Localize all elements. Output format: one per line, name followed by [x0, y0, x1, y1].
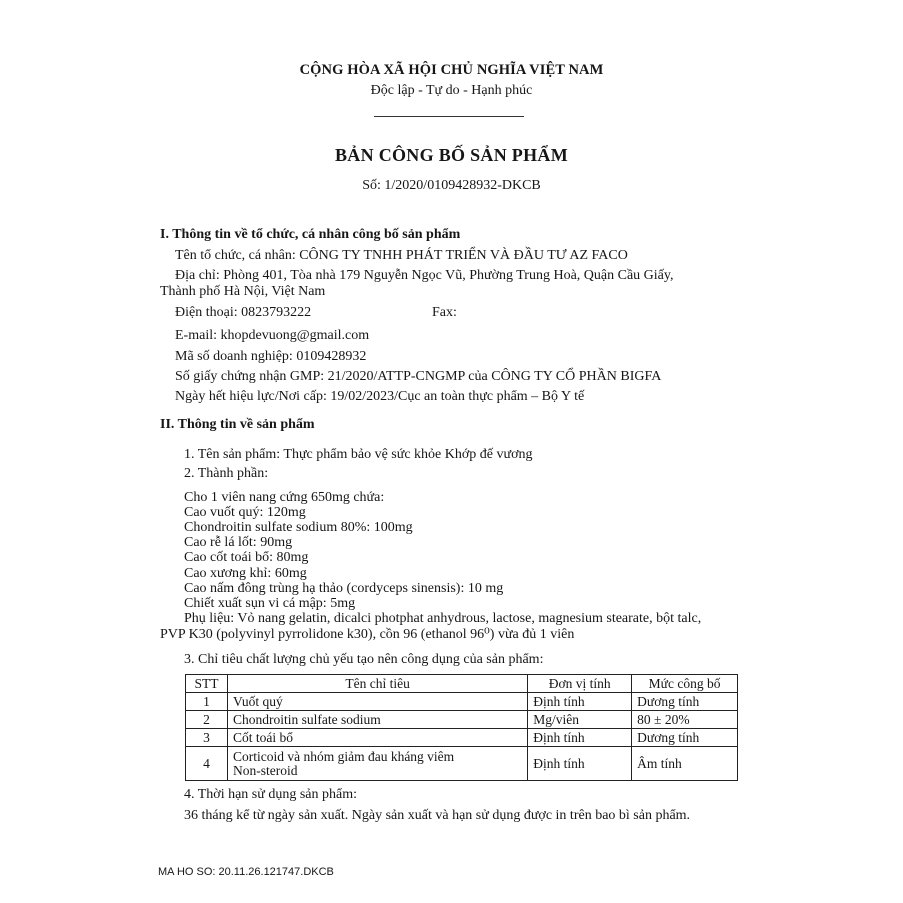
ingredient-line: Phụ liệu: Vỏ nang gelatin, dicalci photphat anhydrous, lactose, magnesium stearate, bột talc, [184, 611, 702, 626]
document-number: Số: 1/2020/0109428932-DKCB [362, 178, 541, 193]
national-title: CỘNG HÒA XÃ HỘI CHỦ NGHĨA VIỆT NAM [299, 62, 604, 78]
table-cell: Chondroitin sulfate sodium [227, 711, 527, 729]
table-row [186, 747, 738, 781]
address-line-2: Thành phố Hà Nội, Việt Nam [160, 284, 326, 299]
organization-name: Tên tổ chức, cá nhân: CÔNG TY TNHH PHÁT TRIỂN VÀ ĐẦU TƯ AZ FACO [175, 248, 628, 263]
section-1-heading: I. Thông tin về tổ chức, cá nhân công bố sản phẩm [160, 227, 461, 242]
table-cell: 1 [186, 693, 228, 711]
fax: Fax: [432, 305, 457, 320]
ingredient-line: Cho 1 viên nang cứng 650mg chứa: [184, 490, 385, 505]
ingredient-line: Chondroitin sulfate sodium 80%: 100mg [184, 520, 413, 535]
table-cell: 80 ± 20% [632, 711, 738, 729]
table-cell: Dương tính [632, 729, 738, 747]
gmp-certificate: Số giấy chứng nhận GMP: 21/2020/ATTP-CNGMP của CÔNG TY CỔ PHẦN BIGFA [175, 369, 662, 384]
column-header: Tên chỉ tiêu [227, 675, 527, 693]
quality-label: 3. Chỉ tiêu chất lượng chủ yếu tạo nên công dụng của sản phẩm: [184, 652, 544, 667]
ingredient-line: Chiết xuất sụn vi cá mập: 5mg [184, 596, 356, 611]
header-divider [374, 116, 524, 117]
dossier-code: MA HO SO: 20.11.26.121747.DKCB [158, 866, 334, 878]
table-row [186, 693, 738, 711]
column-header: Đơn vị tính [528, 675, 632, 693]
tax-code: Mã số doanh nghiệp: 0109428932 [175, 349, 367, 364]
composition-label: 2. Thành phần: [184, 466, 269, 481]
ingredient-line: Cao xương khỉ: 60mg [184, 566, 307, 581]
ingredient-line: PVP K30 (polyvinyl pyrrolidone k30), cồn 96 (ethanol 96⁰) vừa đủ 1 viên [160, 627, 575, 642]
table-cell: 4 [186, 747, 228, 781]
table-cell: Âm tính [632, 747, 738, 781]
table-cell: Định tính [528, 693, 632, 711]
ingredient-line: Cao nấm đông trùng hạ thảo (cordyceps sinensis): 10 mg [184, 581, 504, 596]
table-cell: 2 [186, 711, 228, 729]
ingredient-line: Cao rễ lá lốt: 90mg [184, 535, 293, 550]
table-cell: Dương tính [632, 693, 738, 711]
address-line-1: Địa chỉ: Phòng 401, Tòa nhà 179 Nguyễn Ngọc Vũ, Phường Trung Hoà, Quận Cầu Giấy, [175, 268, 674, 283]
national-motto: Độc lập - Tự do - Hạnh phúc [370, 83, 533, 98]
column-header: STT [186, 675, 228, 693]
section-2-heading: II. Thông tin về sản phẩm [160, 417, 315, 432]
table-cell: Mg/viên [528, 711, 632, 729]
email: E-mail: khopdevuong@gmail.com [175, 328, 370, 343]
document-title: BẢN CÔNG BỐ SẢN PHẨM [334, 145, 568, 165]
table-cell: Corticoid và nhóm giảm đau kháng viêm Non-steroid [227, 747, 527, 781]
quality-table [185, 674, 738, 781]
shelf-life: 36 tháng kể từ ngày sản xuất. Ngày sản xuất và hạn sử dụng được in trên bao bì sản phẩm. [184, 808, 691, 823]
table-row [186, 711, 738, 729]
table-cell: Cốt toái bổ [227, 729, 527, 747]
table-row [186, 729, 738, 747]
table-cell: Vuốt quý [227, 693, 527, 711]
certificate-validity: Ngày hết hiệu lực/Nơi cấp: 19/02/2023/Cục an toàn thực phẩm – Bộ Y tế [175, 389, 585, 404]
table-header-row [186, 675, 738, 693]
table-cell: 3 [186, 729, 228, 747]
ingredient-line: Cao cốt toái bổ: 80mg [184, 550, 309, 565]
ingredient-line: Cao vuốt quý: 120mg [184, 505, 306, 520]
column-header: Mức công bố [632, 675, 738, 693]
table-cell: Định tính [528, 747, 632, 781]
table-cell: Định tính [528, 729, 632, 747]
shelf-life-label: 4. Thời hạn sử dụng sản phẩm: [184, 787, 357, 802]
phone: Điện thoại: 0823793222 [175, 305, 312, 320]
product-name: 1. Tên sản phẩm: Thực phẩm bảo vệ sức khỏe Khớp đế vương [184, 447, 533, 462]
